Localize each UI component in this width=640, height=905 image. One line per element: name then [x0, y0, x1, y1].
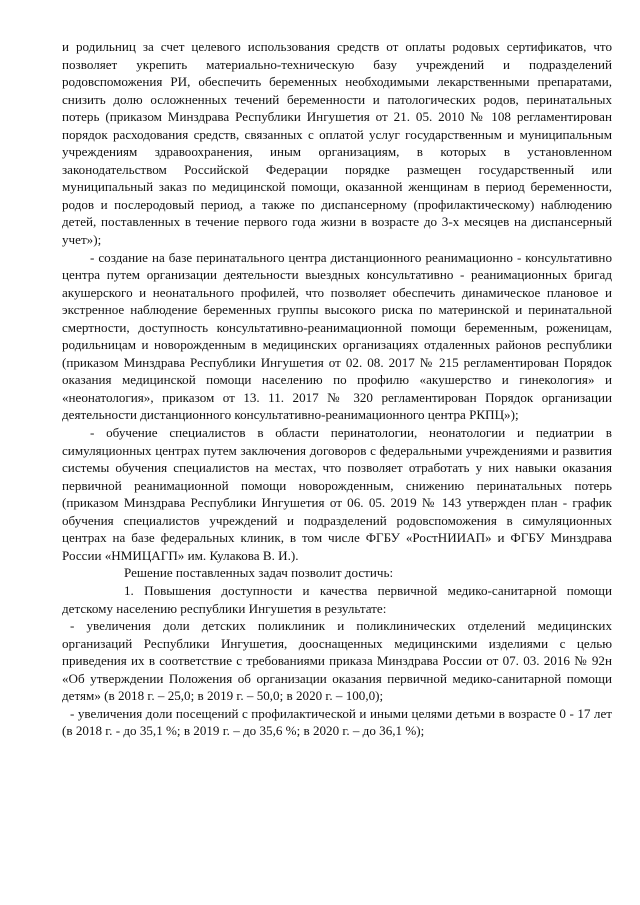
document-page — [62, 38, 612, 740]
paragraph-goals-intro: Решение поставленных задач позволит достичь: — [124, 565, 394, 581]
paragraph-polyclinic-equipment: - увеличения доли детских поликлиник и поликлинических отделений медицинских организаций Республики Ингушетия, дооснащенных медицинскими изделиями с целью приведения их в соответствие с требованиями приказа Минздрава России от 07. 03. 2016 № 92н «Об утверждении Положения об организации оказания первичной медико-санитарной помощи детям» (в 2018 г. – 25,0; в 2019 г. – 50,0; в 2020 г. – 100,0); — [62, 618, 612, 704]
paragraph-specialist-training: - обучение специалистов в области перинатологии, неонатологии и педиатрии в симуляционных центрах путем заключения договоров с федеральными учреждениями и развития системы обучения специалистов на местах, что позволяет отработать у них навыки оказания первичной реанимационной помощи новорожденным, снижению перинатальных потерь (приказом Минздрава Республики Ингушетия от 06. 05. 2019 № 143 утвержден план - график обучения специалистов учреждений и подразделений родовспоможения в симуляционных центрах на базе федеральных клиник, в том числе ФГБУ «РостНИИАП» и ФГБУ Минздрава России «НМИЦАГП» им. Кулакова В. И.). — [62, 425, 612, 563]
paragraph-preventive-visits: - увеличения доли посещений с профилактической и иными целями детьми в возрасте 0 - 17 лет (в 2018 г. - до 35,1 %; в 2019 г. – до 35,6 %; в 2020 г. – до 36,1 %); — [62, 705, 612, 739]
paragraph-goal-1: 1. Повышения доступности и качества первичной медико-санитарной помощи детскому населению республики Ингушетия в результате: — [62, 582, 612, 616]
paragraph-birth-certificates: и родильниц за счет целевого использования средств от оплаты родовых сертификатов, что позволяет укрепить материально-техническую базу учреждений и подразделений родовспоможения РИ, обеспечить беременных необходимыми лекарственными препаратами, снизить долю осложненных течений беременности и патологических родов, перинатальных потерь (приказом Минздрава Республики Ингушетия от 21. 05. 2010 № 108 регламентирован порядок расходования средств, связанных с оплатой услуг государственным и муниципальным учреждениям здравоохранения, иным организациям, в которых в установленном законодательством Российской Федерации порядке размещен государственный или муниципальный заказ по медицинской помощи, оказанной женщинам в период беременности, родов и послеродовый период, а также по диспансерному (профилактическому) наблюдению детей, поставленных в течение первого года жизни в возрасте до 3-х месяцев на диспансерный учет»); — [62, 39, 612, 248]
paragraph-remote-resuscitation-center: - создание на базе перинатального центра дистанционного реанимационно - консультативно центра путем организации деятельности выездных консультативно - реанимационных бригад акушерского и неонатального профилей, что позволяет обеспечить динамическое плановое и экстренное наблюдение беременных группы высокого риска по материнской и перинатальной смертности, доступность консультативно-реанимационной помощи беременным, роженицам, родильницам и новорожденным в медицинских организациях отдаленных районов республики (приказом Минздрава Республики Ингушетия от 02. 08. 2017 № 215 регламентирован Порядок оказания медицинской помощи населению по профилю «акушерство и гинекология» и «неонатология», приказом от 13. 11. 2017 № 320 регламентирован Порядок организации деятельности дистанционного консультативно-реанимационного центра РКПЦ»); — [62, 249, 612, 423]
